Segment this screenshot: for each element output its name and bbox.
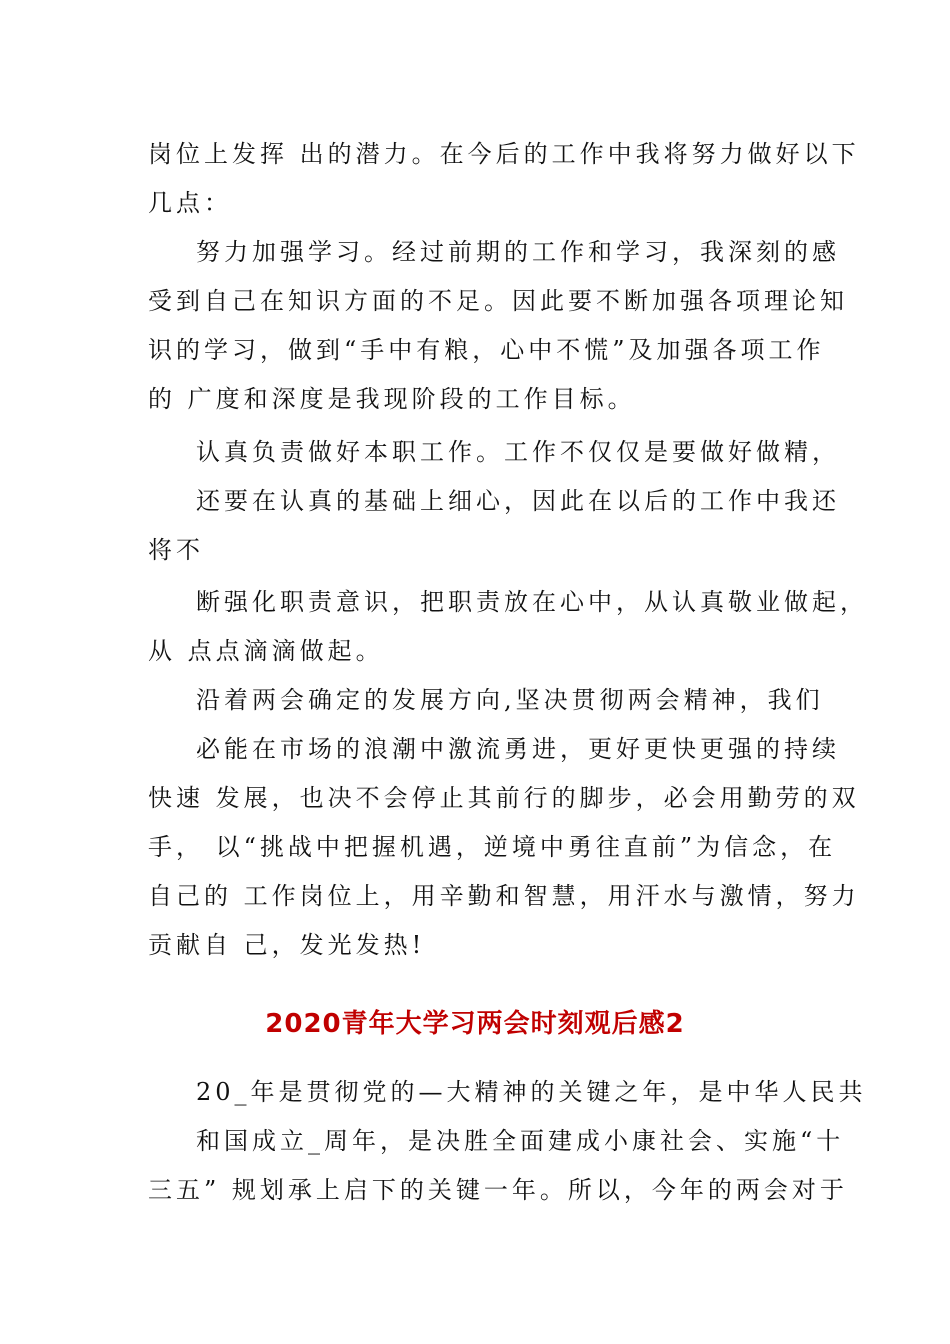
text-line: 和国成立_周年，是决胜全面建成小康社会、实施“十 — [196, 1127, 845, 1155]
text-line: 断强化职责意识，把职责放在心中，从认真敬业做起， — [196, 588, 868, 616]
text-line: 三五” 规划承上启下的关键一年。所以，今年的两会对于 — [148, 1176, 848, 1204]
text-line: 贡献自 己，发光发热! — [148, 931, 426, 959]
text-line: 从 点点滴滴做起。 — [148, 637, 384, 665]
text-line: 认真负责做好本职工作。工作不仅仅是要做好做精， — [196, 438, 840, 466]
text-line: 快速 发展，也决不会停止其前行的脚步，必会用勤劳的双 — [148, 784, 860, 812]
text-line: 识的学习，做到“手中有粮，心中不慌”及加强各项工作 — [148, 336, 825, 364]
text-line: 还要在认真的基础上细心，因此在以后的工作中我还 — [196, 487, 840, 515]
text-line: 自己的 工作岗位上，用辛勤和智慧，用汗水与激情，努力 — [148, 882, 860, 910]
text-line: 手， 以“挑战中把握机遇，逆境中勇往直前”为信念，在 — [148, 833, 837, 861]
text-line: 努力加强学习。经过前期的工作和学习，我深刻的感 — [196, 238, 840, 266]
text-line: 受到自己在知识方面的不足。因此要不断加强各项理论知 — [148, 287, 848, 315]
section-heading: 2020青年大学习两会时刻观后感2 — [265, 1009, 685, 1039]
text-line: 沿着两会确定的发展方向,坚决贯彻两会精神，我们 — [196, 686, 824, 714]
text-line: 20_年是贯彻党的—大精神的关键之年，是中华人民共 — [196, 1078, 867, 1106]
text-line: 将不 — [148, 536, 204, 564]
text-line: 必能在市场的浪潮中激流勇进，更好更快更强的持续 — [196, 735, 840, 763]
text-line: 岗位上发挥 出的潜力。在今后的工作中我将努力做好以下 — [148, 140, 860, 168]
text-line: 的 广度和深度是我现阶段的工作目标。 — [148, 385, 636, 413]
text-line: 几点： — [148, 189, 232, 217]
